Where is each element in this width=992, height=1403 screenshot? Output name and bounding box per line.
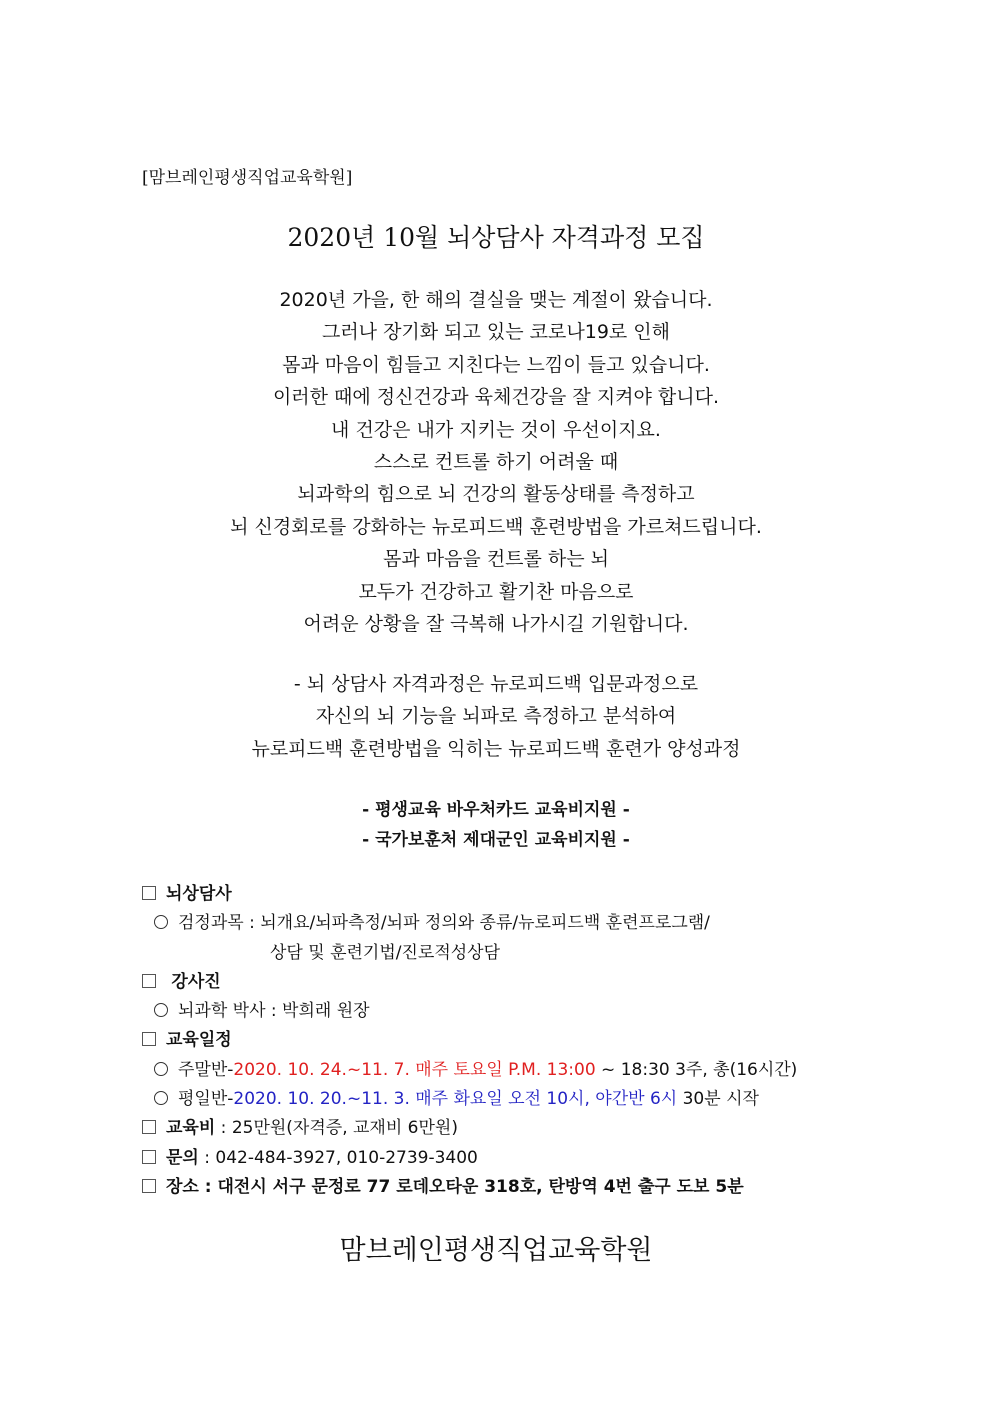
subjects-line1: 뇌개요/뇌파측정/뇌파 정의와 종류/뉴로피드백 훈련프로그램/ [260,913,710,934]
org-tag: [맘브레인평생직업교육학원] [142,168,353,188]
weekday-rest: 30분 시작 [677,1089,759,1110]
checkbox-square-icon [142,1150,156,1164]
intro-line: 스스로 컨트롤 하기 어려울 때 [373,451,619,474]
section-location [142,1173,797,1202]
section-heading: 뇌상담사 [166,884,232,904]
intro-line: 그러나 장기화 되고 있는 코로나19로 인해 [321,321,671,344]
instructor-row [142,997,797,1026]
section-heading: 문의 [166,1147,199,1168]
circle-bullet-icon [154,1062,168,1076]
schedule-weekend-row [142,1056,797,1085]
section-instructors [142,968,797,997]
section-course [142,880,797,909]
footer-org-name: 맘브레인평생직업교육학원 [339,1235,653,1266]
section-schedule [142,1026,797,1055]
weekend-rest: ~ 18:30 3주, 총(16시간) [595,1059,798,1080]
fee-value: : 25만원(자격증, 교재비 6만원) [215,1118,458,1139]
section-heading: 교육비 [166,1118,216,1139]
course-description [0,668,992,765]
intro-line: 몸과 마음을 컨트롤 하는 뇌 [382,548,610,571]
weekday-label: 평일반- [178,1089,234,1110]
contact-value: : 042-484-3927, 010-2739-3400 [198,1147,478,1168]
section-contact [142,1144,797,1173]
location-value: : 대전시 서구 문정로 77 로데오타운 318호, 탄방역 4번 출구 도보 5분 [198,1176,744,1197]
instructor-item: 뇌과학 박사 : 박희래 원장 [178,1001,370,1022]
subjects-row-cont [142,939,797,968]
section-heading: 장소 [166,1176,199,1197]
section-fee [142,1114,797,1143]
subjects-row [142,909,797,938]
intro-line: 내 건강은 내가 지키는 것이 우선이지요. [331,418,661,441]
weekday-dates: 2020. 10. 20.~11. 3. 매주 화요일 오전 10시, 야간반 6시 [233,1089,678,1110]
intro-line: 뇌과학의 힘으로 뇌 건강의 활동상태를 측정하고 [297,483,695,506]
intro-line: 뇌 신경회로를 강화하는 뉴로피드백 훈련방법을 가르쳐드립니다. [230,515,762,538]
intro-line: 어려운 상황을 잘 극복해 나가시길 기원합니다. [303,613,689,636]
subjects-label: 검정과목 : [178,913,261,934]
intro-line: 몸과 마음이 힘들고 지친다는 느낌이 들고 있습니다. [282,353,710,376]
checkbox-square-icon [142,974,156,988]
checkbox-square-icon [142,1032,156,1046]
intro-line: 모두가 건강하고 활기찬 마음으로 [358,580,634,603]
support-line: - 국가보훈처 제대군인 교육비지원 - [362,830,630,850]
circle-bullet-icon [154,1091,168,1105]
weekend-dates: 2020. 10. 24.~11. 7. 매주 토요일 P.M. 13:00 [233,1059,596,1080]
intro-paragraph [0,284,992,640]
description-line: 뉴로피드백 훈련방법을 익히는 뉴로피드백 훈련가 양성과정 [251,737,741,760]
section-heading: 강사진 [171,971,221,992]
checkbox-square-icon [142,1179,156,1193]
details-list [142,880,797,1202]
page-title: 2020년 10월 뇌상담사 자격과정 모집 [287,223,705,252]
checkbox-square-icon [142,886,156,900]
subjects-line2: 상담 및 훈련기법/진로적성상담 [270,942,501,963]
section-heading: 교육일정 [166,1030,232,1051]
description-line: - 뇌 상담사 자격과정은 뉴로피드백 입문과정으로 [293,673,699,695]
intro-line: 2020년 가을, 한 해의 결실을 맺는 계절이 왔습니다. [279,289,713,311]
support-line: - 평생교육 바우처카드 교육비지원 - [362,800,630,820]
description-line: 자신의 뇌 기능을 뇌파로 측정하고 분석하여 [315,705,677,728]
circle-bullet-icon [154,1003,168,1017]
weekend-label: 주말반- [178,1059,234,1080]
intro-line: 이러한 때에 정신건강과 육체건강을 잘 지켜야 합니다. [272,386,720,409]
checkbox-square-icon [142,1120,156,1134]
support-notes [0,795,992,855]
schedule-weekday-row [142,1085,797,1114]
circle-bullet-icon [154,915,168,929]
